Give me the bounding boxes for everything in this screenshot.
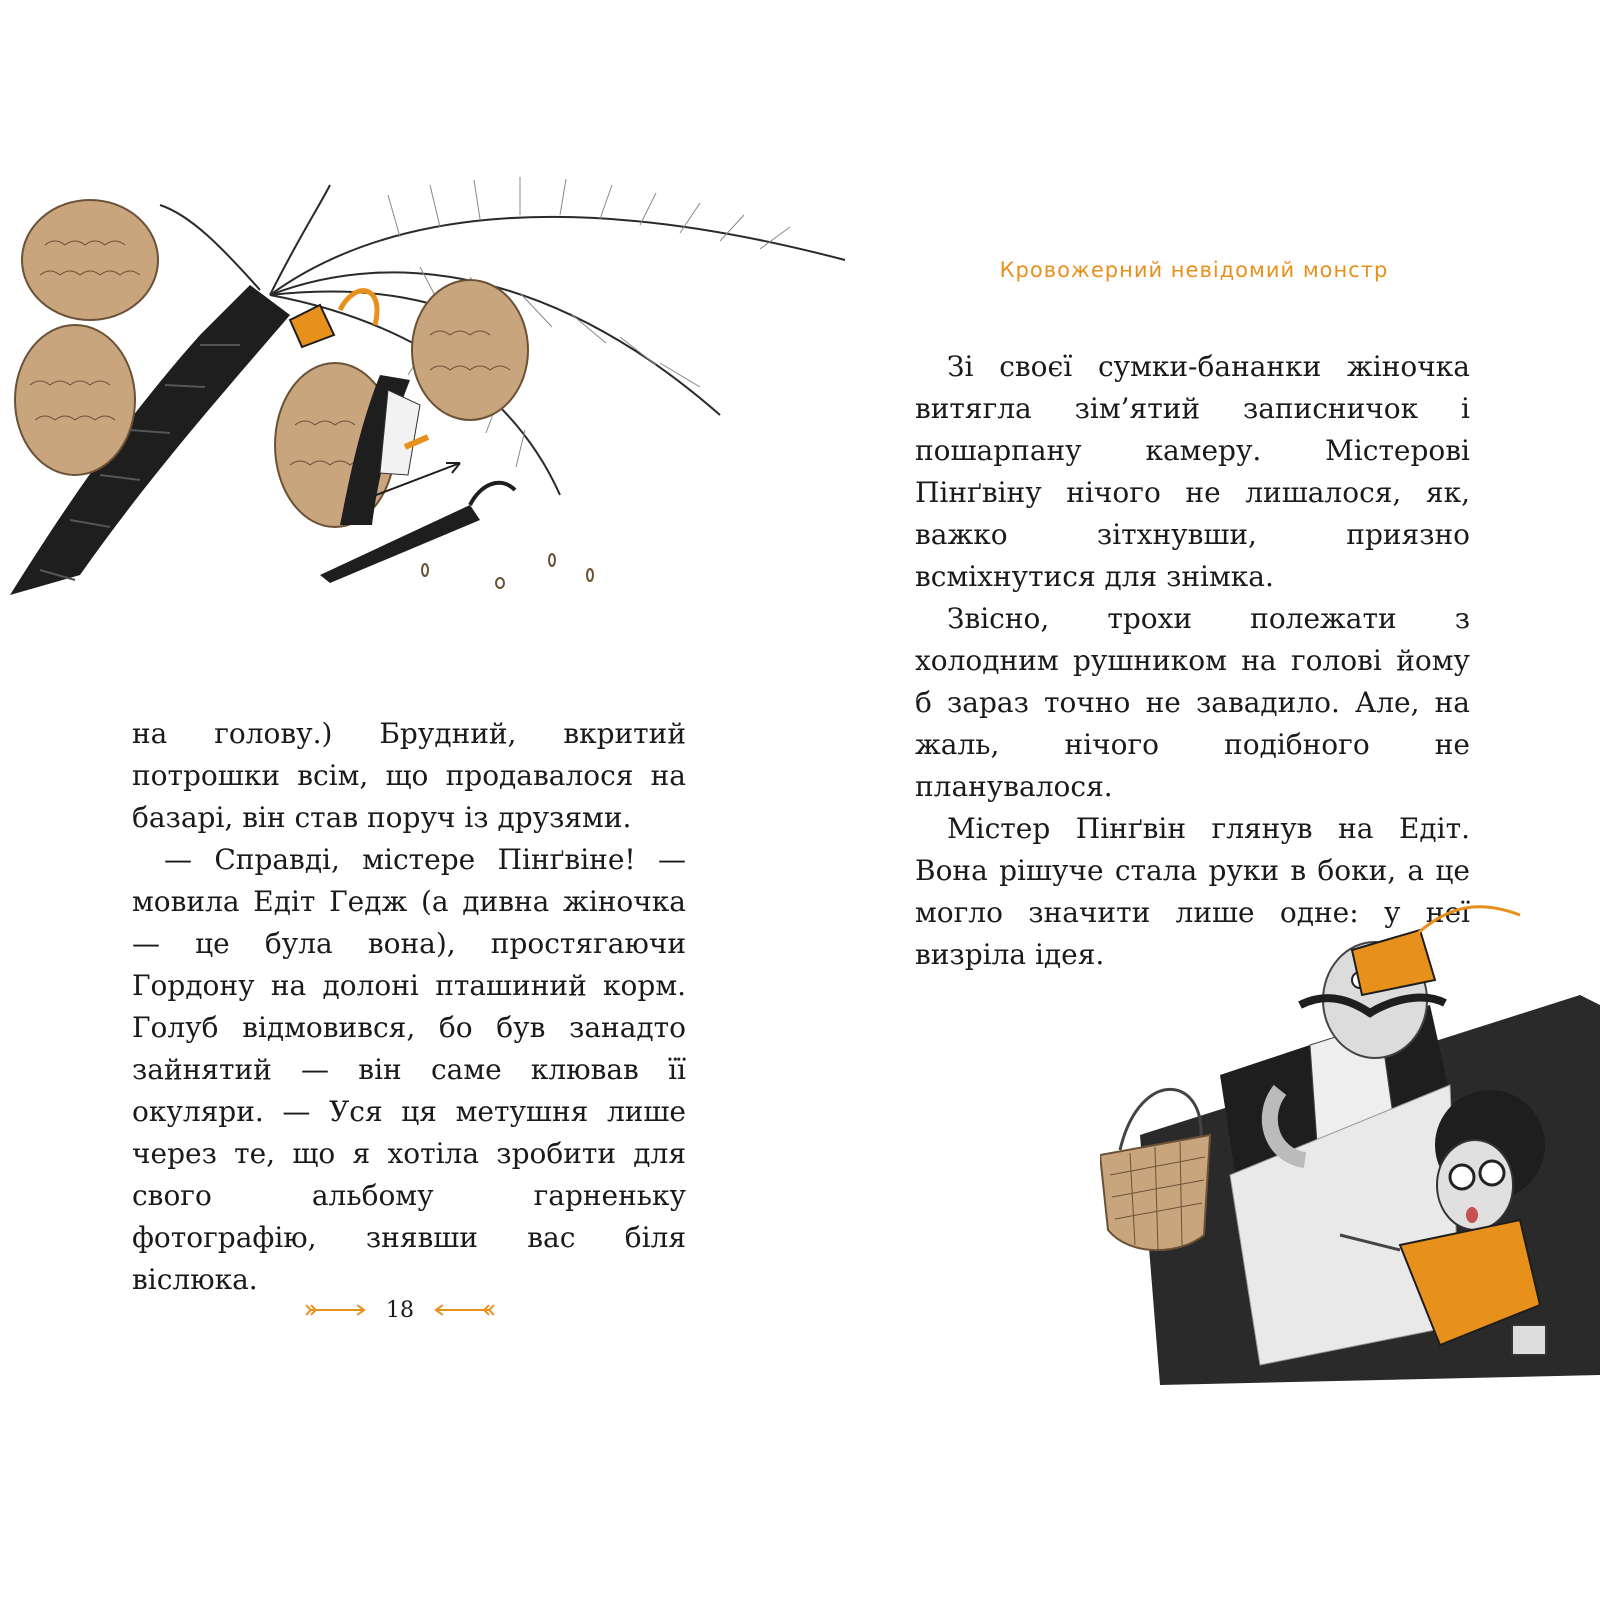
paragraph: Звісно, трохи полежати з холодним рушником на голові йому б зараз точно не завадило. Але, на жаль, нічого подібного не планувалося. [915,602,1470,803]
page-number-folio [305,1290,495,1330]
right-body-text [915,346,1470,976]
paragraph: Містер Пінґвін глянув на Едіт. Вона рішуче стала руки в боки, а це могло значити лише одне: у неї визріла ідея. [915,812,1470,971]
paragraph: на голову.) Брудний, вкритий потрошки всім, що продавалося на базарі, він став поруч із друзями. [132,717,686,834]
arrow-ornament-icon [432,1303,495,1317]
left-body-text [132,713,686,1301]
paragraph: — Справді, містере Пінґвіне! — мовила Едіт Гедж (а дивна жіночка — це була вона), простягаючи Гордону на долоні пташиний корм. Голуб відмовився, бо був занадто зайнятий — він саме клював її окуляри. — Уся ця метушня лише через те, що я хотіла зробити для свого альбому гарненьку фотографію, знявши вас біля віслюка. [132,843,686,1296]
right-page [800,0,1600,1600]
arrow-ornament-icon [305,1303,368,1317]
page-number: 18 [386,1297,414,1323]
merchant-and-girl-illustration [1100,885,1600,1405]
running-head: Кровожерний невідомий монстр [999,258,1389,282]
palm-tree-illustration [0,175,850,615]
paragraph: Зі своєї сумки-бананки жіночка витягла зім’ятий записничок і пошарпану камеру. Містерові Пінґвіну нічого не лишалося, як, важко зітхнувши, приязно всміхнутися для знімка. [915,350,1470,593]
